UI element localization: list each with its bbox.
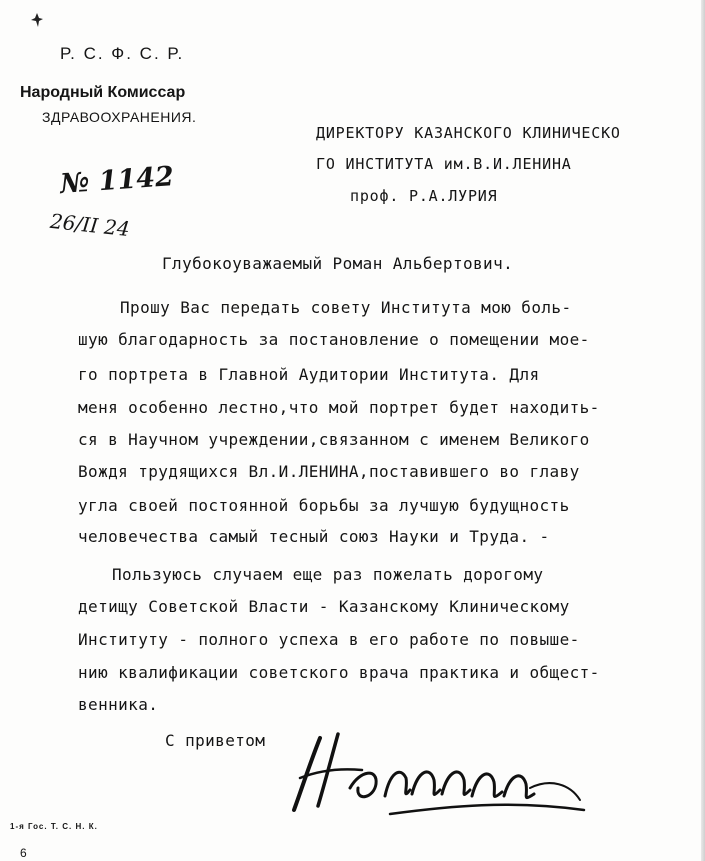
- signature-graphic: [280, 718, 590, 828]
- letterhead-health: ЗДРАВООХРАНЕНИЯ.: [42, 109, 197, 125]
- body-line-10: детищу Советской Власти - Казанскому Клиническому: [78, 597, 570, 616]
- letterhead-state: Р. С. Ф. С. Р.: [60, 44, 185, 63]
- body-line-8: человечества самый тесный союз Науки и Труда. -: [78, 527, 550, 546]
- body-line-12: нию квалификации советского врача практика и общест-: [78, 663, 600, 682]
- registration-number: № 1142: [59, 161, 175, 200]
- printer-mark: 1-я Гос. Т. С. Н. К.: [10, 822, 98, 831]
- closing: С приветом: [165, 731, 266, 750]
- body-line-9: Пользуюсь случаем еще раз пожелать дорогому: [112, 565, 544, 584]
- body-line-3: го портрета в Главной Аудитории Института. Для: [78, 365, 540, 384]
- salutation: Глубокоуважаемый Роман Альбертович.: [162, 254, 514, 273]
- body-line-7: угла своей постоянной борьбы за лучшую будущность: [78, 496, 570, 515]
- body-line-6: Вождя трудящихся Вл.И.ЛЕНИНА,поставившего во главу: [78, 462, 580, 481]
- page-number: 6: [20, 846, 27, 860]
- body-line-4: меня особенно лестно,что мой портрет будет находить-: [78, 398, 600, 417]
- body-line-13: венника.: [78, 695, 159, 714]
- body-line-11: Институту - полного успеха в его работе по повыше-: [78, 630, 580, 649]
- registration-date: 26/II 24: [48, 208, 131, 242]
- addressee-line-1: ДИРЕКТОРУ КАЗАНСКОГО КЛИНИЧЕСКО: [316, 124, 621, 142]
- body-line-5: ся в Научном учреждении,связанном с именем Великого: [78, 430, 590, 449]
- body-line-1: Прошу Вас передать совету Института мою боль-: [120, 298, 572, 317]
- ink-blot-mark: [30, 12, 44, 28]
- letterhead-commissariat: Народный Комиссар: [20, 84, 186, 101]
- body-line-2: шую благодарность за постановление о помещении мое-: [78, 330, 590, 349]
- addressee-line-2: ГО ИНСТИТУТА им.В.И.ЛЕНИНА: [316, 155, 572, 173]
- addressee-line-3: проф. Р.А.ЛУРИЯ: [350, 187, 498, 205]
- page-edge-shadow: [701, 0, 705, 861]
